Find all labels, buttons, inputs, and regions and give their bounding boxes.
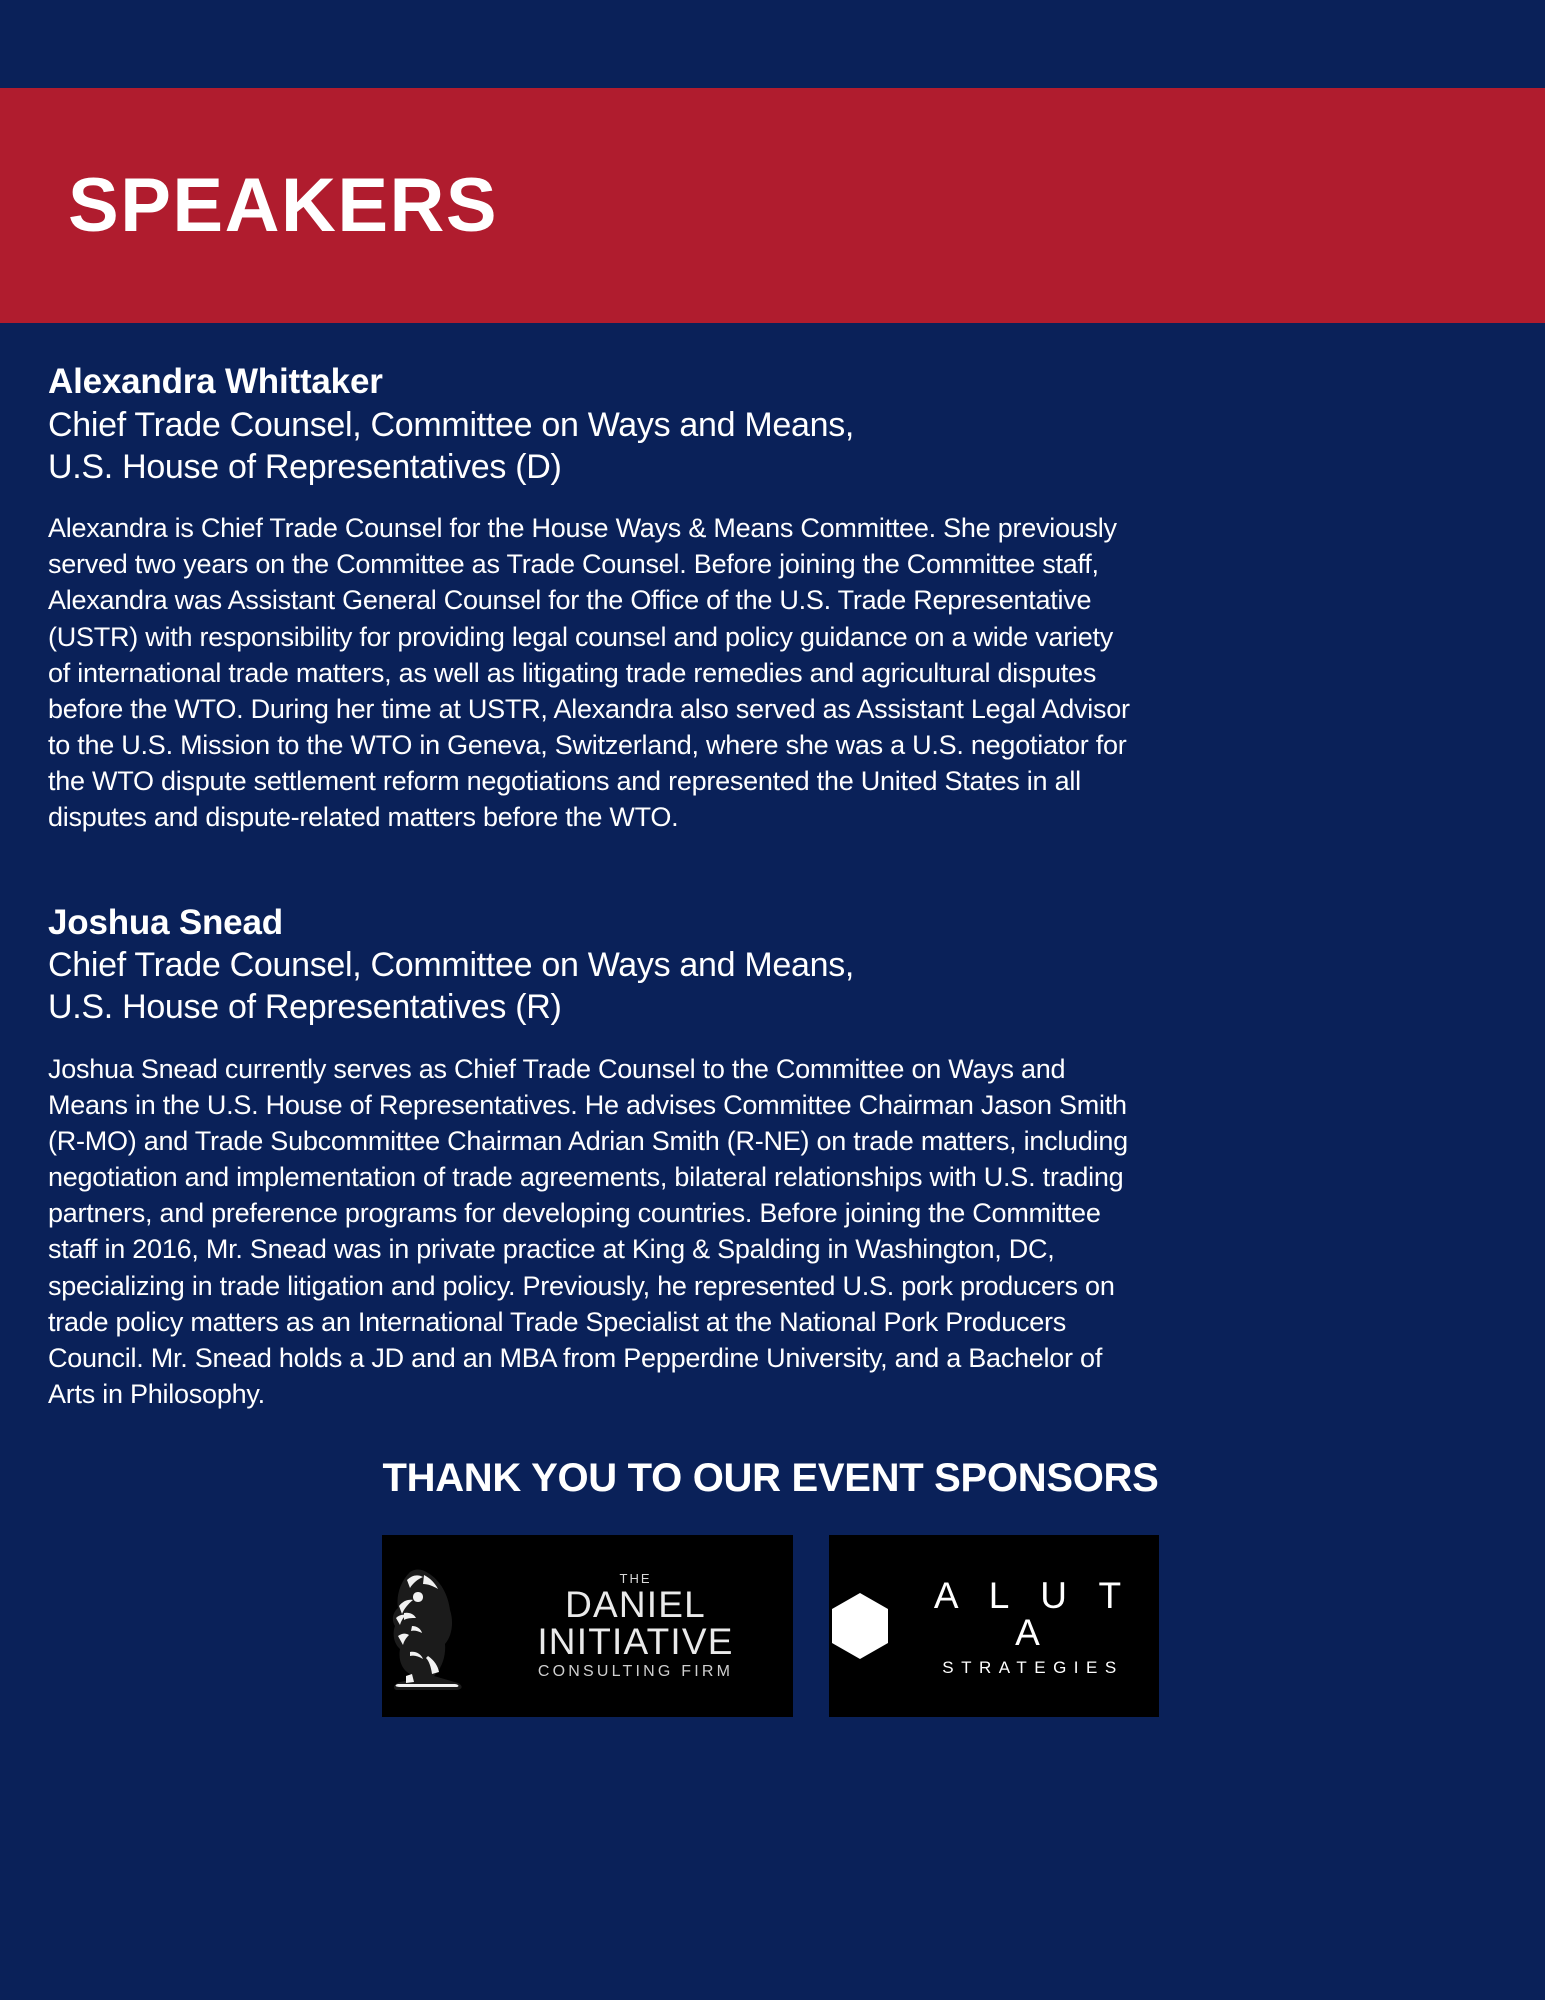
speaker-card-alexandra-whittaker (48, 361, 1493, 836)
sponsor-logo-aluta-strategies[interactable] (829, 1535, 1159, 1717)
speakers-banner (0, 88, 1545, 323)
speaker-card-joshua-snead (48, 902, 1493, 1413)
sponsor-logo-name: A L U T A (933, 1574, 1133, 1653)
speaker-spacer (48, 880, 1493, 902)
sponsor-logo-tagline: STRATEGIES (942, 1657, 1124, 1677)
sponsor-logo-tagline: CONSULTING FIRM (537, 1663, 734, 1681)
speaker-name: Joshua Snead (48, 902, 283, 942)
hexagon-icon (829, 1591, 891, 1661)
speaker-role-line-1: Chief Trade Counsel, Committee on Ways and Means, (48, 946, 855, 985)
speaker-name: Alexandra Whittaker (48, 362, 383, 401)
sponsor-logo-prefix: THE (619, 1571, 652, 1587)
sponsors-section (48, 1456, 1493, 1717)
speaker-bio: Joshua Snead currently serves as Chief Trade Counsel to the Committee on Ways and Means in the U.S. House of Representatives. He advises Committee Chairman Jason Smith (R-MO) and Trade Subcommittee Chairman Adrian Smith (R-NE) on trade matters, including negotiation and implementation of trade agreements, bilateral relationships with U.S. trading partners, and preference programs for developing countries. Before joining the Committee staff in 2016, Mr. Snead was in private practice at King & Spalding in Washington, DC, specializing in trade litigation and policy. Previously, he represented U.S. pork producers on trade policy matters as an International Trade Specialist at the National Pork Producers Council. Mr. Snead holds a JD and an MBA from Pepperdine University, and a Bachelor of Arts in Philosophy. (48, 1053, 1128, 1410)
speaker-role-line-1: Chief Trade Counsel, Committee on Ways and Means, (48, 405, 855, 444)
sponsor-logo-daniel-initiative[interactable] (382, 1535, 793, 1717)
page-title: SPEAKERS (68, 162, 499, 248)
lion-icon (390, 1556, 468, 1696)
sponsors-title: THANK YOU TO OUR EVENT SPONSORS (382, 1456, 1159, 1501)
sponsor-logo-name: DANIEL INITIATIVE (537, 1584, 734, 1663)
speakers-content (0, 323, 1545, 1717)
sponsor-logo-row (48, 1535, 1493, 1717)
speaker-role-line-2: U.S. House of Representatives (R) (48, 988, 562, 1027)
speaker-bio: Alexandra is Chief Trade Counsel for the House Ways & Means Committee. She previously served two years on the Committee as Trade Counsel. Before joining the Committee staff, Alexandra was Assistant General Counsel for the Office of the U.S. Trade Representative (USTR) with responsibility for providing legal counsel and policy guidance on a wide variety of international trade matters, as well as litigating trade remedies and agricultural disputes before the WTO. During her time at USTR, Alexandra also served as Assistant Legal Advisor to the U.S. Mission to the WTO in Geneva, Switzerland, where she was a U.S. negotiator for the WTO dispute settlement reform negotiations and represented the United States in all disputes and dispute-related matters before the WTO. (48, 513, 1130, 833)
top-navy-strip (0, 0, 1545, 88)
speaker-role-line-2: U.S. House of Representatives (D) (48, 447, 562, 486)
